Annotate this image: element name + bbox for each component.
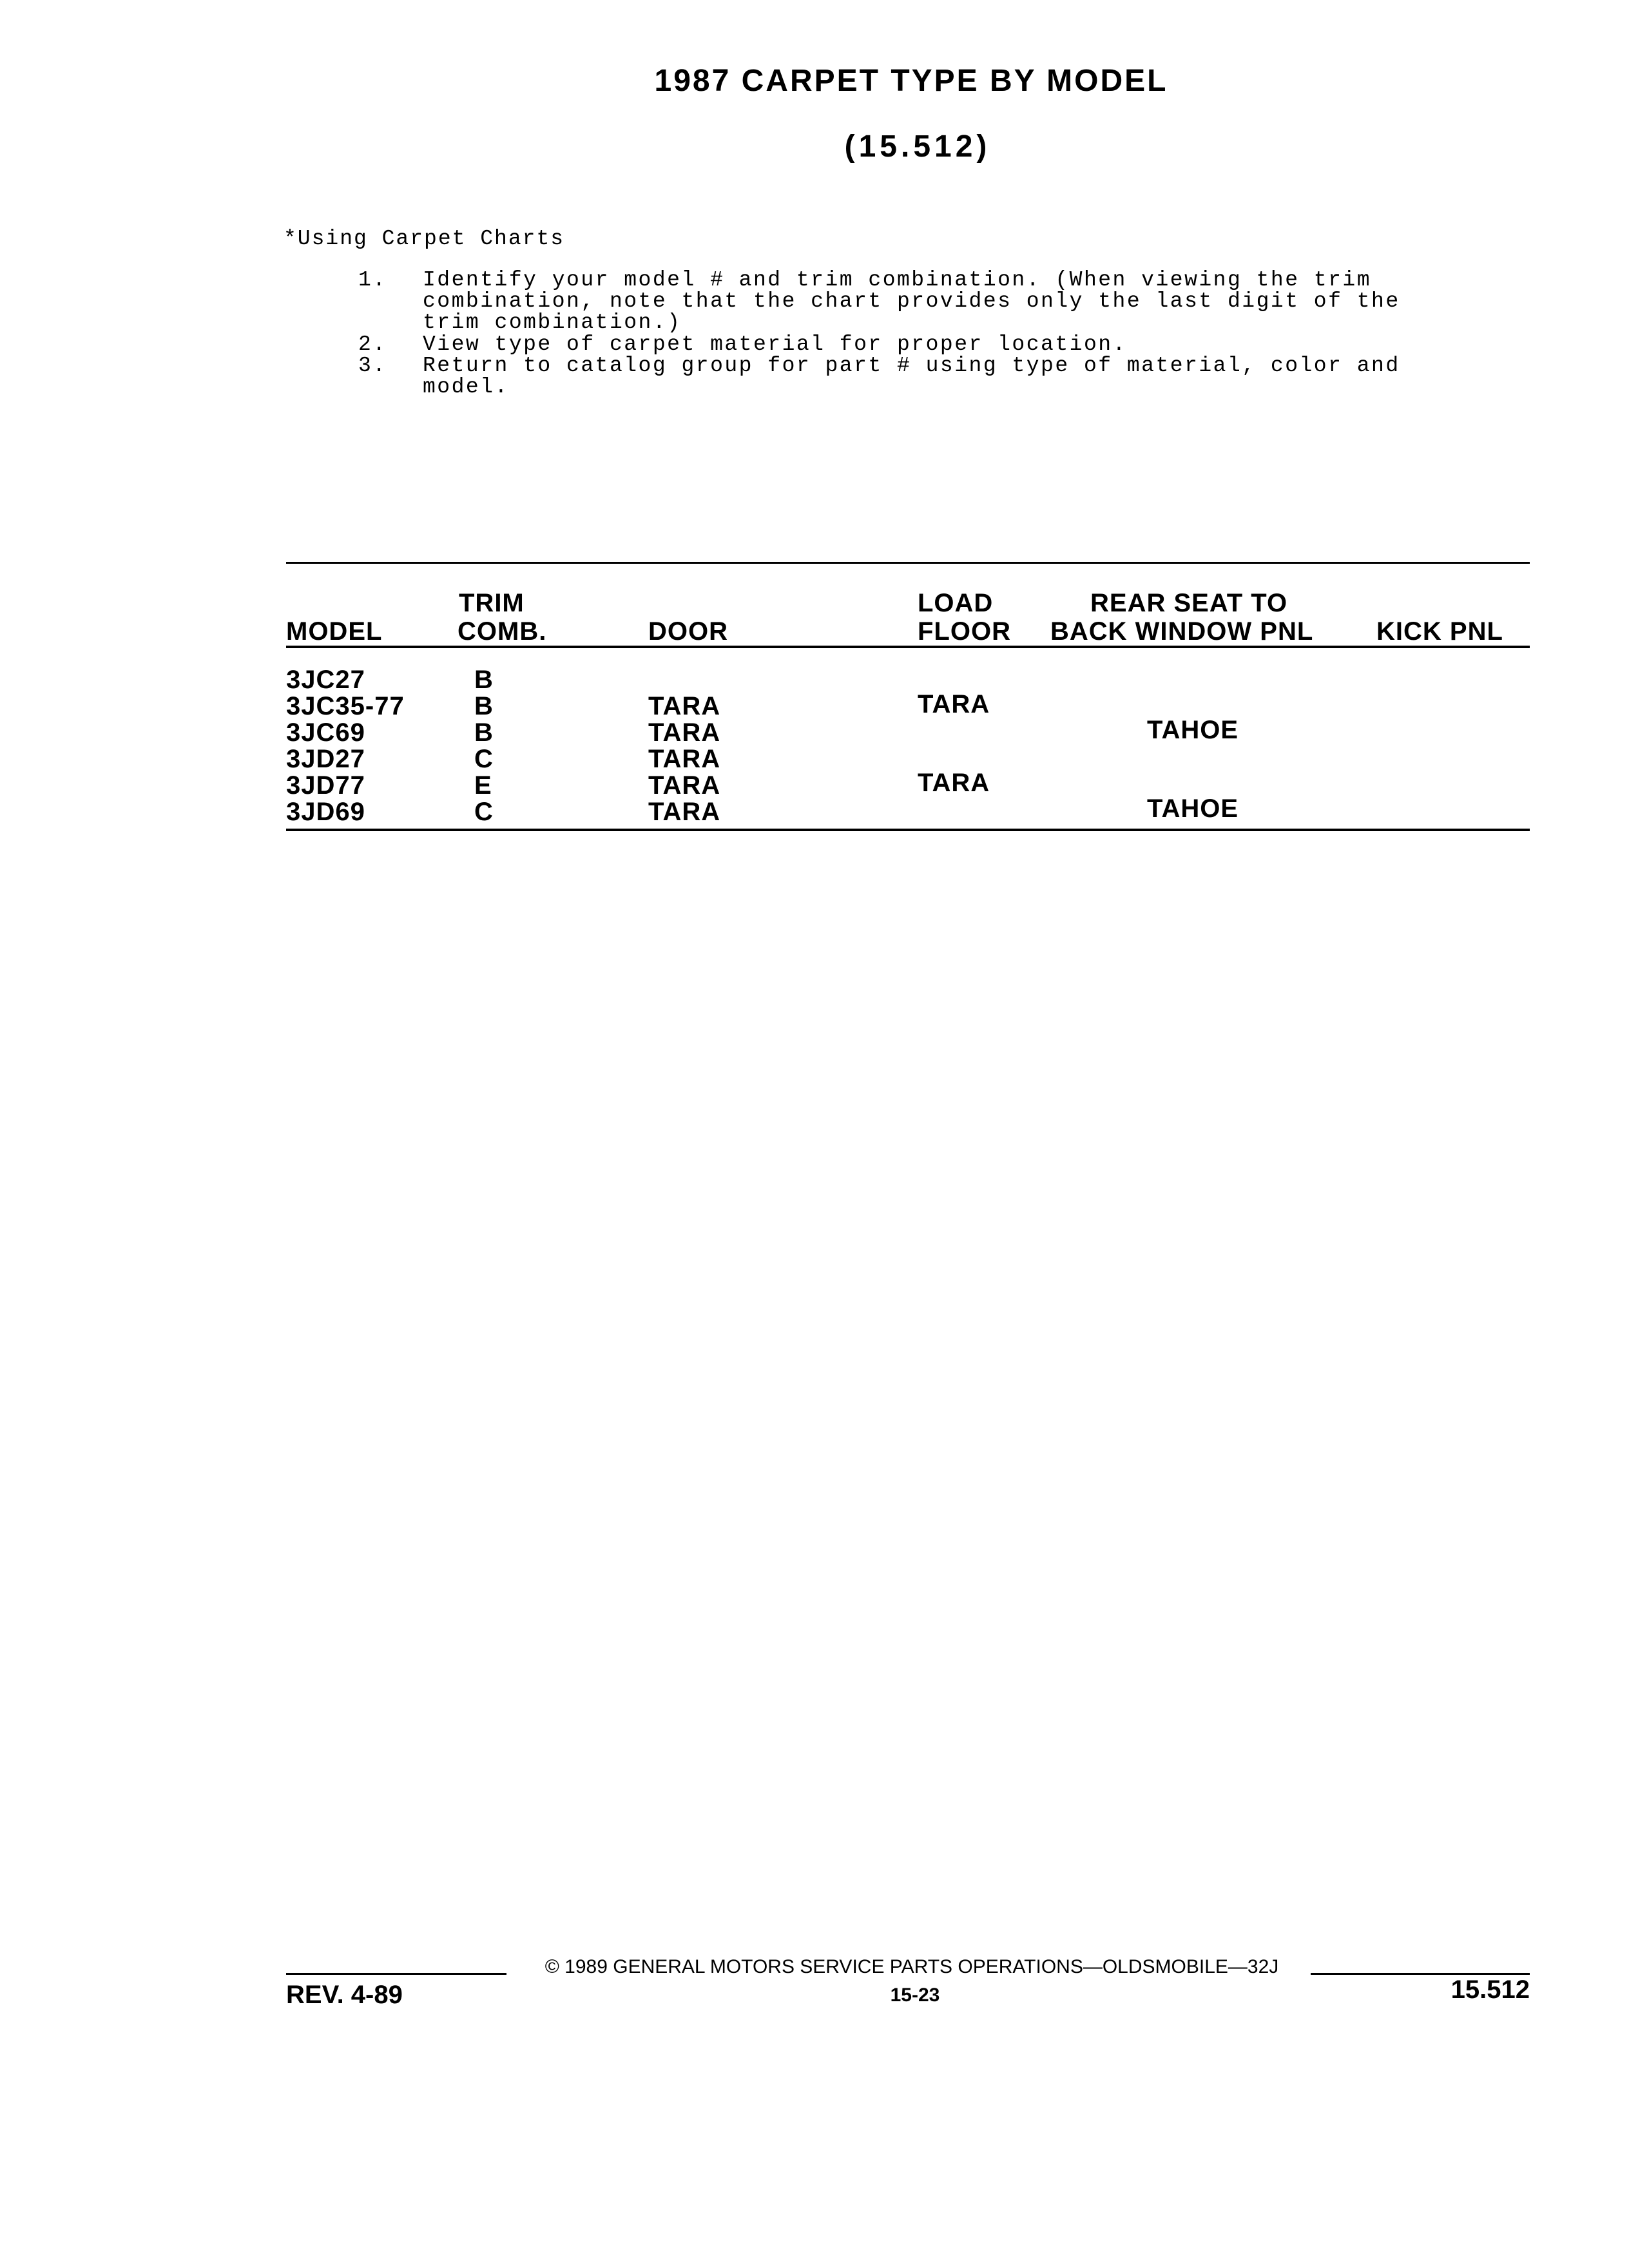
cell-rear-seat: TAHOE <box>1147 794 1239 823</box>
cell-door: TARA <box>648 798 721 826</box>
step-text: Return to catalog group for part # using type of material, color and model. <box>423 354 1400 399</box>
table-bottom-rule <box>286 829 1530 831</box>
footer-rule-right <box>1311 1973 1530 1975</box>
cell-model: 3JD77 <box>286 771 365 800</box>
page-title: 1987 CARPET TYPE BY MODEL <box>654 64 1168 98</box>
footer-page-number: 15-23 <box>890 1984 940 2006</box>
cell-door: TARA <box>648 771 721 800</box>
cell-trim: B <box>474 666 494 694</box>
instructions-heading: *Using Carpet Charts <box>284 227 565 251</box>
cell-trim: C <box>474 798 494 826</box>
cell-load-floor: TARA <box>918 769 990 797</box>
footer-rule-left <box>286 1973 506 1975</box>
step-text: View type of carpet material for proper location. <box>423 332 1127 356</box>
footer-copyright: © 1989 GENERAL MOTORS SERVICE PARTS OPERATIONS—OLDSMOBILE—32J <box>545 1956 1279 1977</box>
header-trim-line2: COMB. <box>458 617 547 646</box>
cell-model: 3JC35-77 <box>286 692 405 720</box>
header-load-line2: FLOOR <box>918 617 1011 646</box>
step-text: Identify your model # and trim combination. (When viewing the trim combination, note that the chart provides only the last digit of the trim combination.) <box>423 268 1400 334</box>
header-rear-line1: REAR SEAT TO <box>1090 589 1288 617</box>
header-kick: KICK PNL <box>1376 617 1503 646</box>
header-trim-line1: TRIM <box>459 589 525 617</box>
step-number: 1. <box>358 268 387 292</box>
header-model: MODEL <box>286 617 383 646</box>
cell-door: TARA <box>648 745 721 773</box>
cell-model: 3JC27 <box>286 666 365 694</box>
header-load-line1: LOAD <box>918 589 994 617</box>
header-door: DOOR <box>648 617 728 646</box>
cell-model: 3JD69 <box>286 798 365 826</box>
section-number-heading: (15.512) <box>844 130 991 164</box>
cell-door: TARA <box>648 718 721 747</box>
footer-revision: REV. 4-89 <box>286 1981 403 2009</box>
table-header-rule <box>286 646 1530 648</box>
cell-door: TARA <box>648 692 721 720</box>
cell-model: 3JD27 <box>286 745 365 773</box>
cell-trim: B <box>474 692 494 720</box>
carpet-type-table <box>286 562 1530 832</box>
cell-load-floor: TARA <box>918 690 990 718</box>
step-number: 3. <box>358 354 387 378</box>
cell-model: 3JC69 <box>286 718 365 747</box>
cell-trim: C <box>474 745 494 773</box>
cell-rear-seat: TAHOE <box>1147 716 1239 744</box>
header-rear-line2: BACK WINDOW PNL <box>1050 617 1314 646</box>
cell-trim: B <box>474 718 494 747</box>
cell-trim: E <box>474 771 492 800</box>
footer-section-number: 15.512 <box>1451 1975 1530 2004</box>
table-top-rule <box>286 562 1530 564</box>
step-number: 2. <box>358 332 387 356</box>
